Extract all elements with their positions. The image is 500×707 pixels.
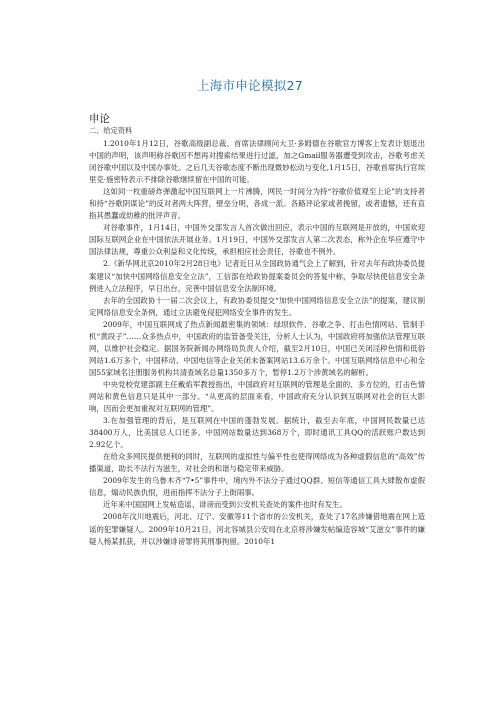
paragraph: 2009年发生的乌鲁木齐“7•5”事件中，境内外不法分子通过QQ群、短信等通信工具大肆散布虚假信息，煽动民族仇恨，进而指挥不法分子上街闹事。 xyxy=(89,476,425,498)
paragraph: 2.《新华网北京2010年2月28日电》记者近日从全国政协通气会上了解到，针对去年有政协委员提案建议“加快中国网络信息安全立法”，工信部在给政协提案委员会的答复中称，争取尽快使信息安全条例进入立法程序，早日出台，完善中国信息安全法制环境。 xyxy=(89,259,425,293)
section-heading: 申论 xyxy=(89,113,110,125)
paragraph: 2009年，中国互联网成了热点新闻最密集的领域：绿坝软件、谷歌之争、打击色情网站、管制手机“黄段子”……众多热点中，中国政府的监管备受关注，分析人士认为，中国政府将加强依法管理互联网，以维护社会稳定。据国务院新闻办网络局负责人介绍，截至2月10日，中国已关闭淫秽色情和低俗网站1.6万多个，中国移动、中国电信等企业关闭未备案网站13.6万余个。中国互联网络信息中心和全国55家域名注册服务机构共清查域名总量1350多万个，暂停1.2万个涉黄域名的解析。 xyxy=(89,319,425,377)
body-text xyxy=(89,138,425,548)
paragraph: 去年的全国政协十一届二次会议上，有政协委员提交“加快中国网络信息安全立法”的提案，建议制定网络信息安全条例，通过立法避免侵犯网络安全事件的发生。 xyxy=(89,295,425,317)
page-title: 上海市申论模拟27 xyxy=(196,78,304,93)
paragraph: 这如同一枚重磅炸弹激起中国互联网上一片沸腾，网民一时间分为持“谷歌价值观至上论”的支持者和持“谷歌阴谋论”的反对者两大阵营，壁垒分明，各成一派。各路评论家或者挽留，或者遗憾，还有直指其愚蠢或幼稚的批评声音。 xyxy=(89,187,425,221)
paragraph: 3.在加强管理的背后，是互联网在中国的蓬勃发展。据统计，截至去年底，中国网民数量已达38400万人，比美国总人口还多。中国网站数量达到368万个，即时通讯工具QQ的活跃账户数达到2.92亿个。 xyxy=(89,416,425,450)
paragraph: 在给众多网民提供便利的同时，互联网的虚拟性与偏平性也使得网络成为各种虚假信息的“高效”传播渠道，助长不法行为滋生，对社会的和谐与稳定带来威胁。 xyxy=(89,452,425,474)
paragraph: 中央党校党建部副主任戴焰军教授指出，中国政府对互联网的管理是全面的、多方位的，打击色情网站和黄色信息只是其中一部分。“从更高的层面来看，中国政府充分认识到互联网对社会的巨大影响，因而会更加重视对互联网的管理”。 xyxy=(89,379,425,414)
subheading: 二、给定资料 xyxy=(89,126,133,135)
paragraph: 1.2010年1月12日，谷歌高级副总裁、首席法律顾问大卫·多姆德在谷歌官方博客上发表计划退出中国的声明，该声明称谷歌因不想再对搜索结果进行过滤，加之Gmail服务器遭受到攻击，谷歌考虑关闭谷歌中国以及中国办事处。之后几天谷歌态度不断出现微妙松动与变化,1月15日，谷歌首席执行官埃里克·施密特表示不排除谷歌继续留在中国的可能。 xyxy=(89,139,425,185)
paragraph: 对谷歌事件，1月14日，中国外交部发言人首次做出回应，表示中国的互联网是开放的，中国欢迎国际互联网企业在中国依法开展业务。1月19日，中国外交部发言人第二次表态，称外企在华应遵守中国法律法规，尊重公众利益和文化传统，承担相应社会责任，谷歌也不例外。 xyxy=(89,223,425,257)
paragraph: 2008年汶川地震后，河北、辽宁、安徽等11个省市的公安机关，查处了17名涉嫌借地震在网上造谣的犯罪嫌疑人。2009年10月21日，河北容城县公安局在北京将涉嫌发帖编造容城“艾滋女”事件的嫌疑人杨某抓获，并以涉嫌诽谤罪将其刑事拘留。2010年1 xyxy=(89,512,425,546)
paragraph: 近年来中国国网上发帖造谣、诽谤而受到公安机关查处的案件也时有发生。 xyxy=(103,500,347,510)
